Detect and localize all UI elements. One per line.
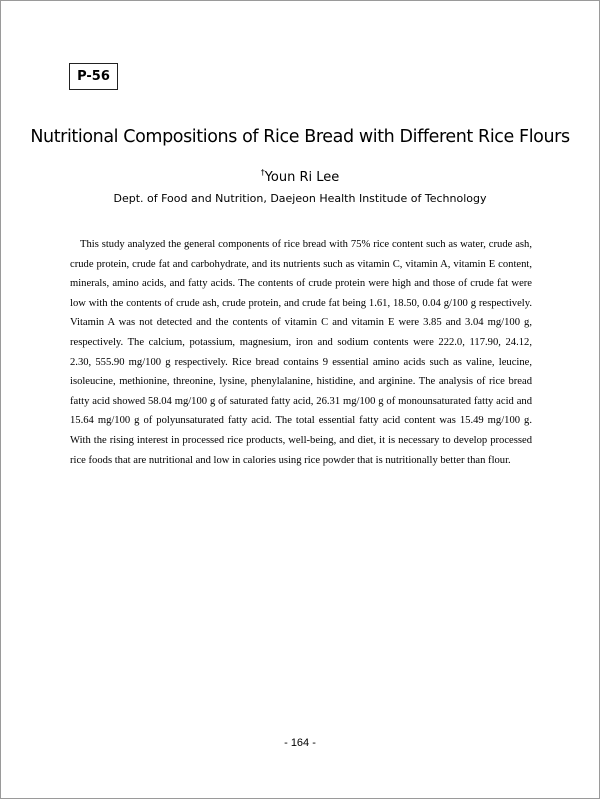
author-line [0, 170, 600, 185]
corresponding-author-mark: † [260, 168, 265, 177]
author-name: Youn Ri Lee [264, 170, 340, 185]
abstract-text: This study analyzed the general components of rice bread with 75% rice content such as water, crude ash, crude protein, crude fat and carbohydrate, and its nutrients such as vitamin C, vitamin A, vitamin E content, minerals, amino acids, and fatty acids. The contents of crude protein were high and those of crude fat were low with the contents of crude ash, crude protein, and crude fat being 1.61, 18.50, 0.04 g/100 g respectively. Vitamin A was not detected and the contents of vitamin C and vitamin E were 3.85 and 3.04 mg/100 g, respectively. The calcium, potassium, magnesium, iron and sodium contents were 222.0, 117.90, 24.12, 2.30, 555.90 mg/100 g respectively. Rice bread contains 9 essential amino acids such as valine, leucine, isoleucine, methionine, threonine, lysine, phenylalanine, histidine, and arginine. The analysis of rice bread fatty acid showed 58.04 mg/100 g of saturated fatty acid, 26.31 mg/100 g of monounsaturated fatty acid and 15.64 mg/100 g of polyunsaturated fatty acid. The total essential fatty acid content was 15.49 mg/100 g. With the rising interest in processed rice products, well-being, and diet, it is necessary to develop processed rice foods that are nutritional and low in calories using rice powder that is nutritionally better than flour. [70, 239, 532, 466]
poster-id-badge: P-56 [69, 63, 118, 90]
author-affiliation: Dept. of Food and Nutrition, Daejeon Health Institude of Technology [113, 192, 487, 205]
paper-title: Nutritional Compositions of Rice Bread with Different Rice Flours [30, 127, 570, 147]
page-number: - 164 - [284, 737, 316, 749]
